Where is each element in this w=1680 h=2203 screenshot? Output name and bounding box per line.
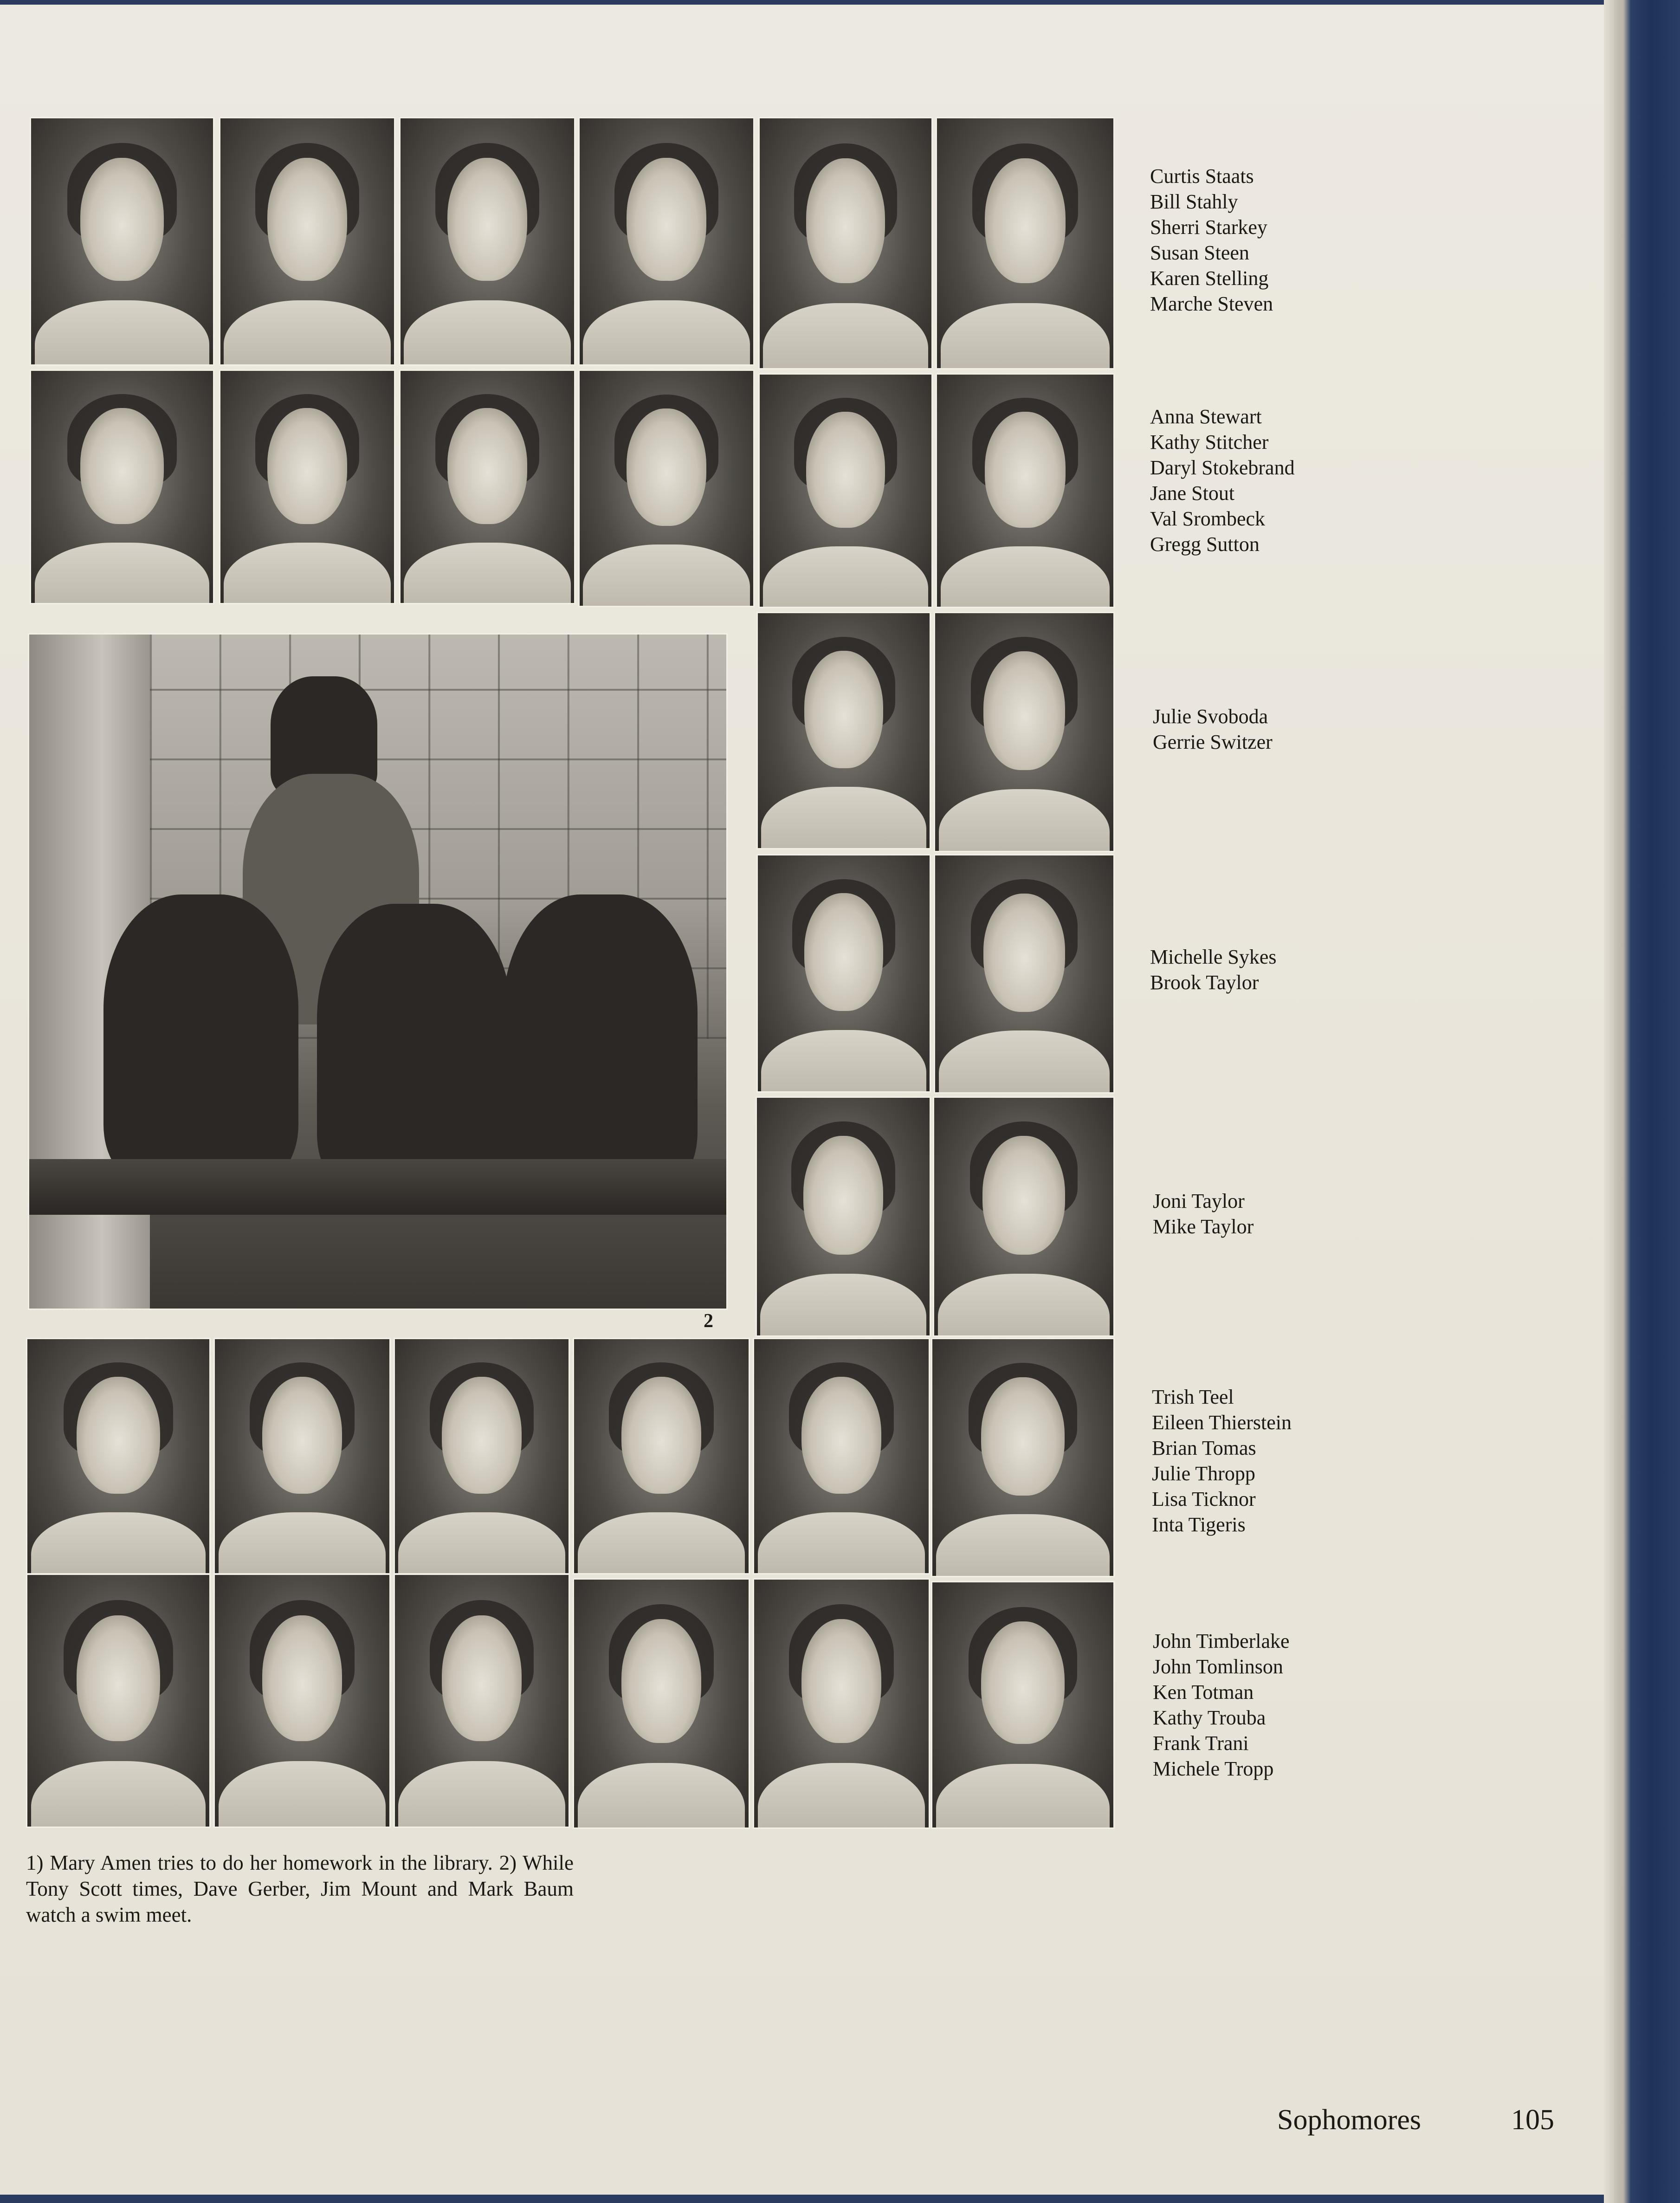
name-entry: Gerrie Switzer	[1153, 731, 1273, 753]
portrait-karen-stelling	[758, 117, 933, 369]
portrait-jane-stout	[578, 369, 755, 607]
name-entry: Karen Stelling	[1150, 267, 1269, 290]
name-entry: Joni Taylor	[1153, 1190, 1245, 1212]
name-list-row-7	[1153, 1628, 1290, 1782]
name-entry: Val Srombeck	[1150, 507, 1266, 530]
page-bottom-edge	[0, 2195, 1614, 2203]
name-entry: John Tomlinson	[1153, 1655, 1283, 1678]
name-entry: Bill Stahly	[1150, 190, 1238, 213]
name-entry: Marche Steven	[1150, 292, 1273, 315]
portrait-joni-taylor	[756, 1096, 931, 1337]
portrait-lisa-ticknor	[753, 1338, 930, 1574]
portrait-bill-stahly	[219, 117, 395, 366]
name-entry: John Timberlake	[1153, 1630, 1290, 1652]
portrait-kathy-trouba	[573, 1578, 750, 1829]
portrait-susan-steen	[578, 117, 755, 366]
portrait-julie-svoboda	[756, 612, 931, 849]
portrait-anna-stewart	[30, 369, 214, 604]
book-cover-edge	[1614, 0, 1680, 2203]
name-entry: Gregg Sutton	[1150, 533, 1260, 556]
portrait-trish-teel	[26, 1338, 211, 1574]
candid-photo-number: 2	[704, 1310, 713, 1332]
portrait-inta-tigeris	[931, 1338, 1115, 1577]
name-entry: Michelle Sykes	[1150, 946, 1277, 968]
name-entry: Susan Steen	[1150, 241, 1249, 264]
portrait-sherri-starkey	[399, 117, 575, 366]
page-number: 105	[1511, 2104, 1554, 2136]
name-list-row-6	[1152, 1384, 1292, 1537]
name-list-row-4	[1150, 944, 1277, 995]
photo-caption: 1) Mary Amen tries to do her homework in the library. 2) While Tony Scott times, Dave Gerber, Jim Mount and Mark Baum watch a swim meet.	[26, 1851, 574, 1926]
portrait-john-tomlinson	[213, 1574, 391, 1828]
name-list-row-2	[1150, 404, 1295, 557]
portrait-kathy-stitcher	[219, 369, 395, 604]
portrait-gerrie-switzer	[934, 612, 1115, 852]
name-entry: Brian Tomas	[1152, 1437, 1256, 1459]
portrait-marche-steven	[936, 117, 1115, 369]
candid-photo-swim-meet	[28, 633, 728, 1310]
name-entry: Anna Stewart	[1150, 405, 1262, 428]
name-entry: Lisa Ticknor	[1152, 1488, 1256, 1510]
name-entry: Inta Tigeris	[1152, 1513, 1246, 1536]
portrait-mike-taylor	[933, 1096, 1115, 1337]
name-entry: Julie Thropp	[1152, 1462, 1255, 1485]
portrait-gregg-sutton	[936, 373, 1115, 608]
portrait-eileen-thierstein	[213, 1338, 391, 1574]
name-entry: Kathy Trouba	[1153, 1706, 1266, 1729]
name-entry: Kathy Stitcher	[1150, 431, 1269, 454]
portrait-brian-tomas	[394, 1338, 570, 1574]
name-entry: Sherri Starkey	[1150, 216, 1267, 239]
name-entry: Jane Stout	[1150, 482, 1235, 505]
name-entry: Eileen Thierstein	[1152, 1411, 1292, 1434]
portrait-frank-trani	[753, 1578, 930, 1829]
portrait-michele-tropp	[931, 1581, 1115, 1829]
portrait-ken-totman	[394, 1574, 570, 1828]
name-entry: Mike Taylor	[1153, 1215, 1254, 1238]
portrait-daryl-stokebrand	[399, 369, 575, 604]
portrait-julie-thropp	[573, 1338, 750, 1574]
name-list-row-5	[1153, 1188, 1254, 1239]
name-list-row-1	[1150, 163, 1273, 317]
portrait-michelle-sykes	[756, 854, 931, 1093]
name-entry: Ken Totman	[1153, 1681, 1254, 1704]
name-list-row-3	[1153, 704, 1273, 755]
section-title: Sophomores	[1277, 2104, 1421, 2136]
portrait-val-srombeck	[758, 373, 933, 608]
name-entry: Trish Teel	[1152, 1386, 1234, 1408]
name-entry: Julie Svoboda	[1153, 705, 1268, 728]
name-entry: Curtis Staats	[1150, 165, 1254, 188]
name-entry: Michele Tropp	[1153, 1757, 1274, 1780]
page-edge-shadow	[1604, 0, 1614, 2203]
name-entry: Daryl Stokebrand	[1150, 456, 1295, 479]
page-top-edge	[0, 0, 1614, 5]
portrait-curtis-staats	[30, 117, 214, 366]
portrait-brook-taylor	[934, 854, 1115, 1094]
name-entry: Frank Trani	[1153, 1732, 1249, 1755]
name-entry: Brook Taylor	[1150, 971, 1259, 994]
portrait-john-timberlake	[26, 1574, 211, 1828]
